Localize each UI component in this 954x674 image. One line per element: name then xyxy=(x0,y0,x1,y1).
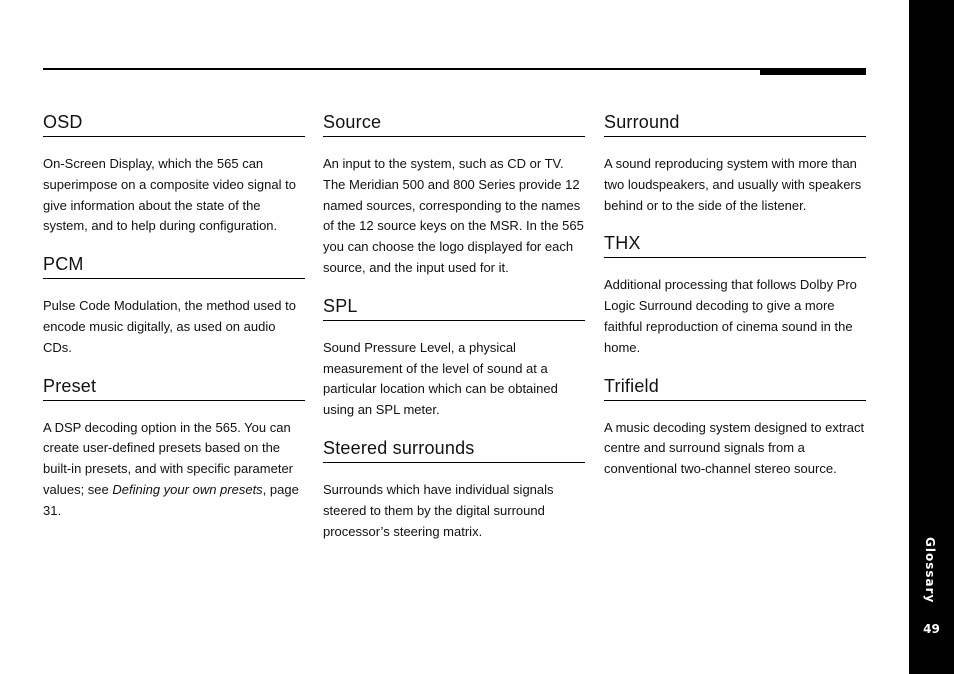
term-definition: Pulse Code Modulation, the method used to encode music digitally, as used on audio CDs. xyxy=(43,298,296,355)
definition-text: , page 31. xyxy=(43,481,299,518)
glossary-column-1 xyxy=(43,110,305,537)
term-heading: Steered surrounds xyxy=(323,436,585,463)
term-definition: A music decoding system designed to extract centre and surround signals from a conventional two-channel stereo source. xyxy=(604,419,865,477)
term-heading: THX xyxy=(604,231,866,258)
term-definition: A sound reproducing system with more than two loudspeakers, and usually with speakers behind or to the side of the listener. xyxy=(604,156,862,213)
section-side-tab xyxy=(909,0,954,674)
term-definition xyxy=(43,418,305,522)
term-definition: Sound Pressure Level, a physical measurement of the level of sound at a particular location which can be obtained using an SPL meter. xyxy=(323,339,558,418)
term-definition: Surrounds which have individual signals steered to them by the digital surround processor’s steering matrix. xyxy=(323,481,554,539)
glossary-entry-trifield xyxy=(604,374,866,480)
glossary-entry-steered-surrounds xyxy=(323,436,585,542)
glossary-column-2 xyxy=(323,110,585,557)
term-heading: PCM xyxy=(43,252,305,279)
glossary-entry-pcm xyxy=(43,252,305,358)
term-heading: Surround xyxy=(604,110,866,137)
term-heading: SPL xyxy=(323,294,585,321)
definition-text: A DSP decoding option in the 565. You can create user-defined presets based on the built-in presets, and with specific parameter values; see xyxy=(43,419,294,497)
term-heading: Trifield xyxy=(604,374,866,401)
glossary-entry-thx xyxy=(604,231,866,358)
glossary-entry-osd xyxy=(43,110,305,237)
term-definition: On-Screen Display, which the 565 can superimpose on a composite video signal to give information about the state of the system, and to help during configuration. xyxy=(43,156,296,234)
header-rule-tab xyxy=(760,68,866,75)
glossary-entry-spl xyxy=(323,294,585,421)
glossary-column-3 xyxy=(604,110,866,495)
term-definition: An input to the system, such as CD or TV. The Meridian 500 and 800 Series provide 12 named sources, corresponding to the names of the 12 source keys on the MSR. In the 565 you can choose the logo displayed for each source, and the input used for it. xyxy=(323,156,584,275)
section-label: Glossary xyxy=(923,537,937,604)
header-rule xyxy=(43,68,866,70)
glossary-entry-preset xyxy=(43,374,305,522)
term-heading: Preset xyxy=(43,374,305,401)
term-heading: OSD xyxy=(43,110,305,137)
cross-reference-link[interactable]: Defining your own presets xyxy=(112,481,263,497)
page-number: 49 xyxy=(923,622,940,636)
glossary-entry-source xyxy=(323,110,585,279)
term-heading: Source xyxy=(323,110,585,137)
term-definition: Additional processing that follows Dolby Pro Logic Surround decoding to give a more faithful reproduction of cinema sound in the home. xyxy=(604,277,857,355)
glossary-entry-surround xyxy=(604,110,866,216)
